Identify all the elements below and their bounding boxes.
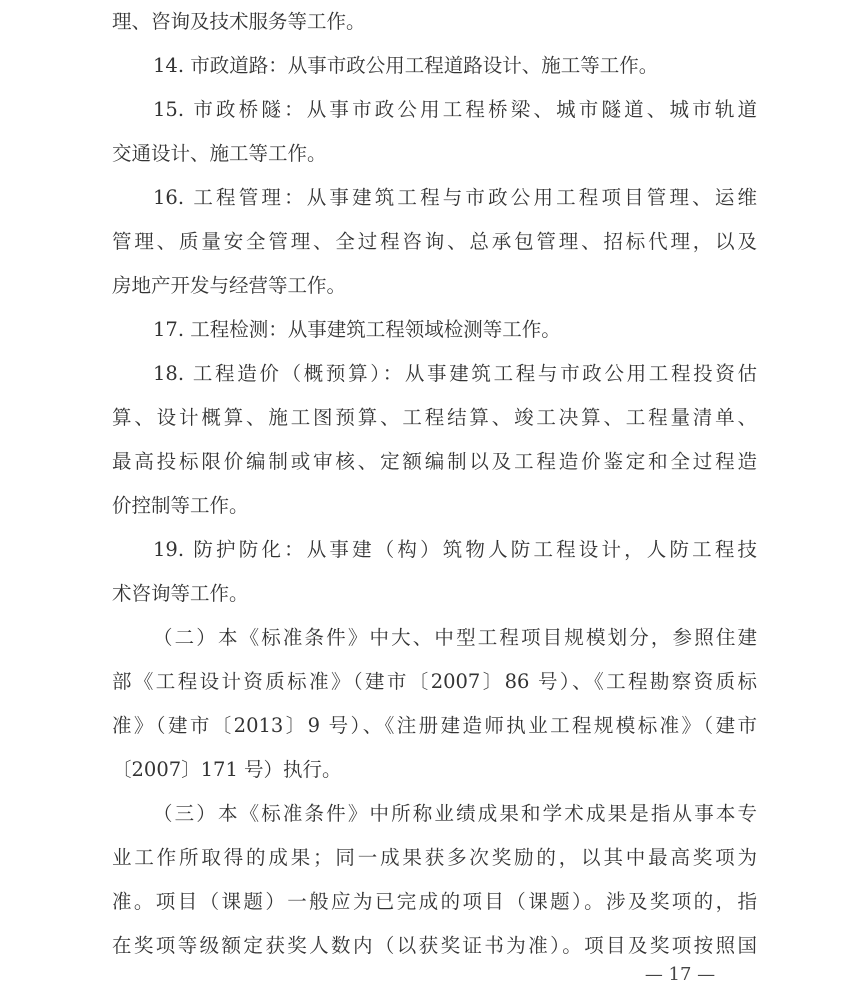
text-line: 准。项目（课题）一般应为已完成的项目（课题）。涉及奖项的，指 <box>112 890 757 913</box>
text-line: 管理、质量安全管理、全过程咨询、总承包管理、招标代理，以及 <box>112 230 757 253</box>
text-line: 16. 工程管理：从事建筑工程与市政公用工程项目管理、运维 <box>153 186 757 209</box>
text-line: 价控制等工作。 <box>112 494 249 517</box>
text-line: 最高投标限价编制或审核、定额编制以及工程造价鉴定和全过程造 <box>112 450 757 473</box>
text-line: 理、咨询及技术服务等工作。 <box>112 10 366 33</box>
text-line: 准》（建市〔2013〕9 号）、《注册建造师执业工程规模标准》（建市 <box>112 714 757 737</box>
text-line: 算、设计概算、施工图预算、工程结算、竣工决算、工程量清单、 <box>112 406 757 429</box>
text-line: 15. 市政桥隧：从事市政公用工程桥梁、城市隧道、城市轨道 <box>153 98 757 121</box>
text-line: 17. 工程检测：从事建筑工程领域检测等工作。 <box>153 318 561 341</box>
text-line: 在奖项等级额定获奖人数内（以获奖证书为准）。项目及奖项按照国 <box>112 934 757 957</box>
text-line: 14. 市政道路：从事市政公用工程道路设计、施工等工作。 <box>153 54 659 77</box>
text-line: 房地产开发与经营等工作。 <box>112 274 347 297</box>
page-number: — 17 — <box>644 964 716 985</box>
text-line: 交通设计、施工等工作。 <box>112 142 327 165</box>
text-line: 业工作所取得的成果；同一成果获多次奖励的，以其中最高奖项为 <box>112 846 757 869</box>
text-line: （二）本《标准条件》中大、中型工程项目规模划分，参照住建 <box>153 626 757 649</box>
text-line: 18. 工程造价（概预算）：从事建筑工程与市政公用工程投资估 <box>153 362 757 385</box>
text-line: 术咨询等工作。 <box>112 582 249 605</box>
text-line: 〔2007〕171 号）执行。 <box>112 758 342 781</box>
text-line: 19. 防护防化：从事建（构）筑物人防工程设计，人防工程技 <box>153 538 757 561</box>
text-line: 部《工程设计资质标准》（建市〔2007〕86 号）、《工程勘察资质标 <box>112 670 757 693</box>
text-line: （三）本《标准条件》中所称业绩成果和学术成果是指从事本专 <box>153 802 757 825</box>
